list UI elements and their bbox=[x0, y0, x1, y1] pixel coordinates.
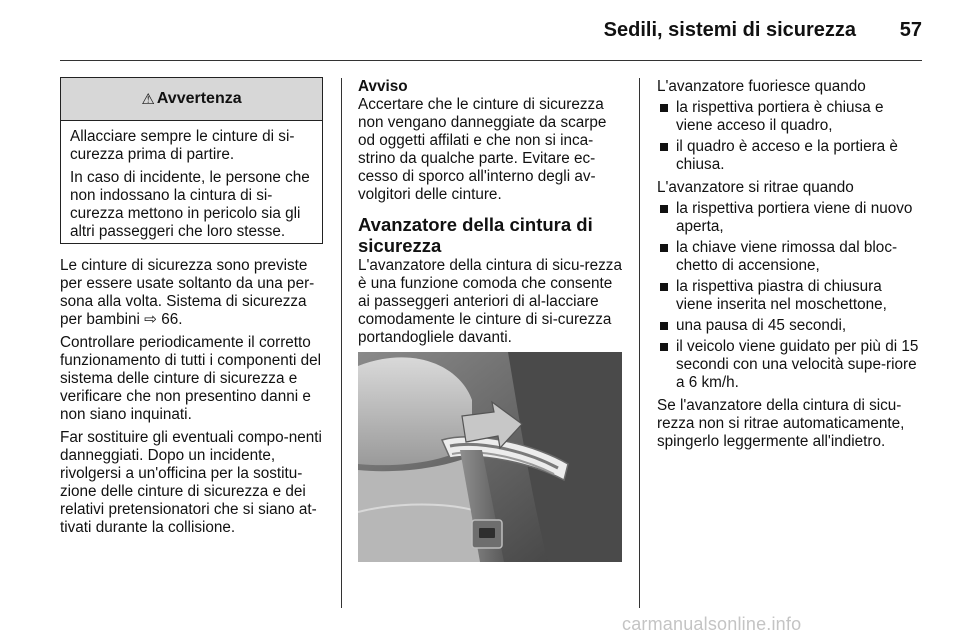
page-title: Sedili, sistemi di sicurezza bbox=[603, 19, 856, 41]
column-2 bbox=[358, 78, 624, 352]
list-item: la rispettiva portiera è chiusa e viene acceso il quadro, bbox=[657, 99, 922, 135]
warning-paragraph: In caso di incidente, le persone che non indossano la cintura di si-curezza mettono in pericolo sia gli altri passeggeri che loro stesse. bbox=[70, 169, 310, 240]
header-divider bbox=[60, 60, 922, 61]
watermark: carmanualsonline.info bbox=[622, 614, 802, 634]
column-3 bbox=[657, 78, 922, 456]
page-number: 57 bbox=[899, 19, 922, 41]
body-paragraph: Le cinture di sicurezza sono previste per essere usate soltanto da una per-sona alla volta. Sistema di sicurezza per bambini ⇨ 66. bbox=[60, 257, 315, 328]
list-item: una pausa di 45 secondi, bbox=[657, 317, 922, 335]
list-item: il quadro è acceso e la portiera è chiusa. bbox=[657, 138, 922, 174]
extend-conditions-list bbox=[657, 99, 922, 174]
notice-text: Accertare che le cinture di sicurezza non vengano danneggiate da scarpe od oggetti affilati e che non si inca-strino da qualche parte. Evitare ec-cesso di sporco all'interno degli av-volgitori delle cinture. bbox=[358, 96, 607, 203]
list-item: la rispettiva portiera viene di nuovo aperta, bbox=[657, 200, 922, 236]
seatbelt-presenter-illustration bbox=[358, 352, 622, 562]
warning-box bbox=[60, 77, 323, 244]
notice-title: Avviso bbox=[358, 78, 408, 95]
warning-title: Avvertenza bbox=[156, 90, 242, 107]
warning-triangle-icon: ⚠ bbox=[141, 91, 155, 108]
list-item: la rispettiva piastra di chiusura viene inserita nel moschettone, bbox=[657, 278, 922, 314]
retract-conditions-list bbox=[657, 200, 922, 392]
section-heading: Avanzatore della cintura di sicurezza bbox=[358, 214, 593, 256]
column-divider-right bbox=[639, 78, 640, 608]
warning-paragraph: Allacciare sempre le cinture di si-curezza prima di partire. bbox=[70, 128, 295, 163]
warning-body bbox=[61, 121, 322, 241]
body-paragraph: Far sostituire gli eventuali compo-nenti danneggiati. Dopo un incidente, rivolgersi a un'officina per la sostitu-zione delle cinture di sicurezza e dei relativi pretensionatori che si siano at-tivati durante la collisione. bbox=[60, 429, 322, 536]
closing-paragraph: Se l'avanzatore della cintura di sicu-rezza non si ritrae automaticamente, spingerlo leggermente all'indietro. bbox=[657, 397, 905, 450]
body-paragraph: Controllare periodicamente il corretto funzionamento di tutti i componenti del sistema delle cinture di sicurezza e verificare che non presentino danni e non siano inquinati. bbox=[60, 334, 322, 423]
column-1 bbox=[60, 257, 325, 542]
section-text: L'avanzatore della cintura di sicu-rezza è una funzione comoda che consente ai passeggeri anteriori di al-lacciare comodamente le cinture di si-curezza portandogliele davanti. bbox=[358, 257, 622, 346]
list-item: il veicolo viene guidato per più di 15 secondi con una velocità supe-riore a 6 km/h. bbox=[657, 338, 922, 392]
intro-extend: L'avanzatore fuoriesce quando bbox=[657, 78, 866, 95]
warning-header bbox=[61, 78, 322, 121]
list-item: la chiave viene rimossa dal bloc-chetto di accensione, bbox=[657, 239, 922, 275]
intro-retract: L'avanzatore si ritrae quando bbox=[657, 179, 854, 196]
column-divider-left bbox=[341, 78, 342, 608]
